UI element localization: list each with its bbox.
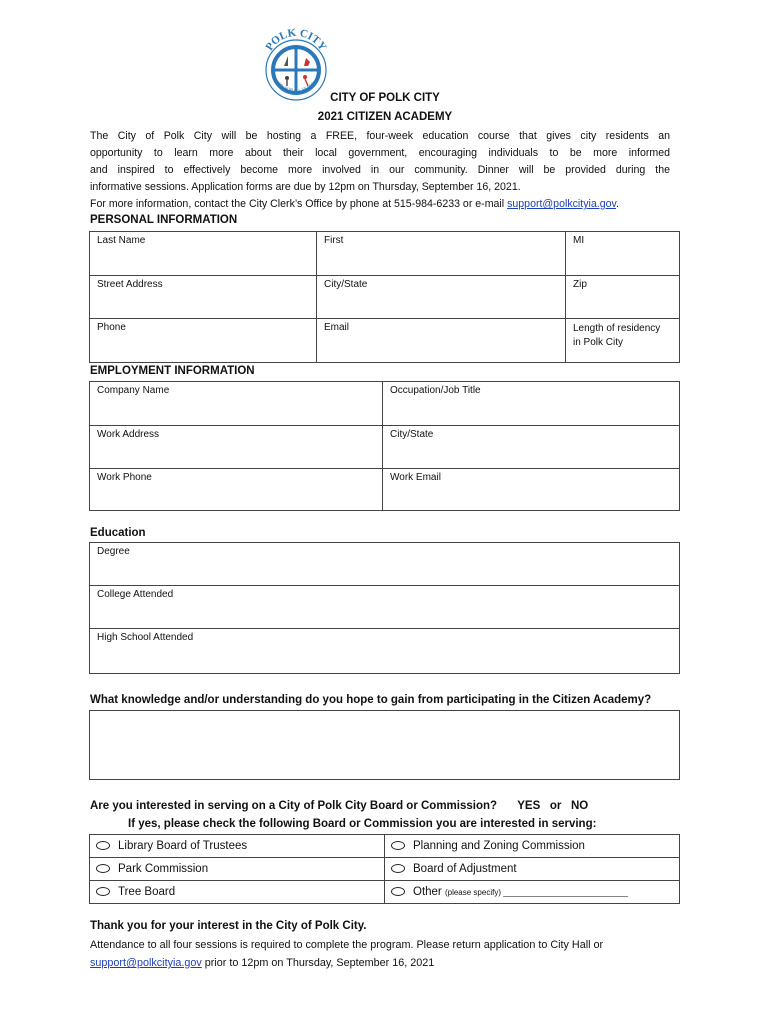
option-planning-zoning[interactable] [385, 835, 680, 858]
logo-text: POLK CITY [263, 26, 329, 53]
field-label: Email [324, 322, 350, 333]
field-label: College Attended [97, 589, 174, 600]
work-address-field[interactable] [90, 426, 383, 469]
footer-line [90, 954, 603, 972]
company-name-field[interactable] [90, 382, 383, 426]
or-text: or [549, 800, 562, 812]
option-library-board[interactable] [90, 835, 385, 858]
option-label: Planning and Zoning Commission [413, 840, 585, 852]
personal-info-table [89, 231, 680, 363]
field-label: Occupation/Job Title [390, 385, 481, 396]
contact-text: For more information, contact the City Clerk’s Office by phone at 515-984-6233 or e-mail [90, 198, 508, 210]
street-address-field[interactable] [90, 276, 317, 319]
logo-tagline: A CITY FOR ALL SEASONS [272, 77, 320, 93]
option-label: Park Commission [118, 863, 209, 875]
boards-subprompt: If yes, please check the following Board or Commission you are interested in serving: [128, 818, 597, 830]
footer-suffix: prior to 12pm on Thursday, September 16, 2021 [201, 957, 435, 969]
field-label: Phone [97, 322, 126, 333]
intro-text [90, 128, 670, 213]
field-label: in Polk City [573, 337, 624, 348]
footer-instructions [90, 936, 603, 972]
mi-field[interactable] [566, 232, 680, 276]
intro-line: The City of Polk City will be hosting a FREE, four-week education course that gives city residents an [90, 130, 670, 142]
footer-line: Attendance to all four sessions is required to complete the program. Please return application to City Hall or [90, 939, 604, 951]
last-name-field[interactable] [90, 232, 317, 276]
option-label: Board of Adjustment [413, 863, 517, 875]
field-label: Work Address [97, 429, 160, 440]
work-city-state-field[interactable] [383, 426, 680, 469]
field-label: Zip [573, 279, 587, 290]
first-name-field[interactable] [317, 232, 566, 276]
field-label: Street Address [97, 279, 163, 290]
option-label: Library Board of Trustees [118, 840, 248, 852]
checkbox-oval-icon[interactable] [96, 887, 110, 896]
work-phone-field[interactable] [90, 469, 383, 511]
field-label: Work Phone [97, 472, 152, 483]
contact-suffix: . [616, 198, 619, 210]
field-label: Last Name [97, 235, 146, 246]
option-tree-board[interactable] [90, 881, 385, 904]
other-specify-line[interactable]: (please specify) ____________________________ [444, 888, 628, 897]
checkbox-oval-icon[interactable] [391, 887, 405, 896]
field-label: MI [573, 235, 585, 246]
thank-you-text: Thank you for your interest in the City of Polk City. [90, 920, 367, 932]
field-label: Company Name [97, 385, 170, 396]
section-education-heading: Education [90, 527, 146, 539]
field-label: City/State [324, 279, 368, 290]
section-employment-heading: EMPLOYMENT INFORMATION [90, 365, 255, 377]
high-school-field[interactable] [90, 629, 680, 674]
field-label: Length of residency [573, 323, 661, 334]
knowledge-question: What knowledge and/or understanding do you hope to gain from participating in the Citizen Academy? [90, 694, 652, 706]
checkbox-oval-icon[interactable] [96, 864, 110, 873]
knowledge-answer-box[interactable] [89, 710, 680, 780]
phone-field[interactable] [90, 319, 317, 363]
email-field[interactable] [317, 319, 566, 363]
zip-field[interactable] [566, 276, 680, 319]
boards-table [89, 834, 680, 904]
intro-line: and inspired to effectively become more involved in our community. Dinner will be provided during the [90, 164, 670, 176]
work-email-field[interactable] [383, 469, 680, 511]
employment-info-table [89, 381, 680, 511]
no-option[interactable]: NO [570, 800, 589, 812]
checkbox-oval-icon[interactable] [391, 841, 405, 850]
option-board-of-adjustment[interactable] [385, 858, 680, 881]
option-park-commission[interactable] [90, 858, 385, 881]
contact-line [90, 196, 670, 213]
checkbox-oval-icon[interactable] [96, 841, 110, 850]
field-label: City/State [390, 429, 434, 440]
education-table [89, 542, 680, 674]
intro-line: opportunity to learn more about their local government, encouraging individuals to be more informed [90, 147, 670, 159]
footer-email-link[interactable]: support@polkcityia.gov [90, 957, 202, 969]
field-label: First [324, 235, 344, 246]
intro-line: informative sessions. Application forms are due by 12pm on Thursday, September 16, 2021. [90, 181, 521, 193]
city-state-field[interactable] [317, 276, 566, 319]
page-title: CITY OF POLK CITY [330, 92, 440, 104]
option-label: Tree Board [118, 886, 176, 898]
yes-option[interactable]: YES [517, 800, 541, 812]
email-link[interactable]: support@polkcityia.gov [507, 198, 616, 210]
field-label: Degree [97, 546, 130, 557]
field-label: High School Attended [97, 632, 194, 643]
boards-question [90, 800, 588, 812]
degree-field[interactable] [90, 543, 680, 586]
college-field[interactable] [90, 586, 680, 629]
page-subtitle: 2021 CITIZEN ACADEMY [317, 111, 453, 123]
option-other[interactable] [385, 881, 680, 904]
boards-question-text: Are you interested in serving on a City of Polk City Board or Commission? [90, 800, 498, 812]
occupation-field[interactable] [383, 382, 680, 426]
section-personal-heading: PERSONAL INFORMATION [90, 214, 238, 226]
checkbox-oval-icon[interactable] [391, 864, 405, 873]
field-label: Work Email [390, 472, 441, 483]
residency-field[interactable] [566, 319, 680, 363]
option-label: Other [413, 886, 442, 898]
